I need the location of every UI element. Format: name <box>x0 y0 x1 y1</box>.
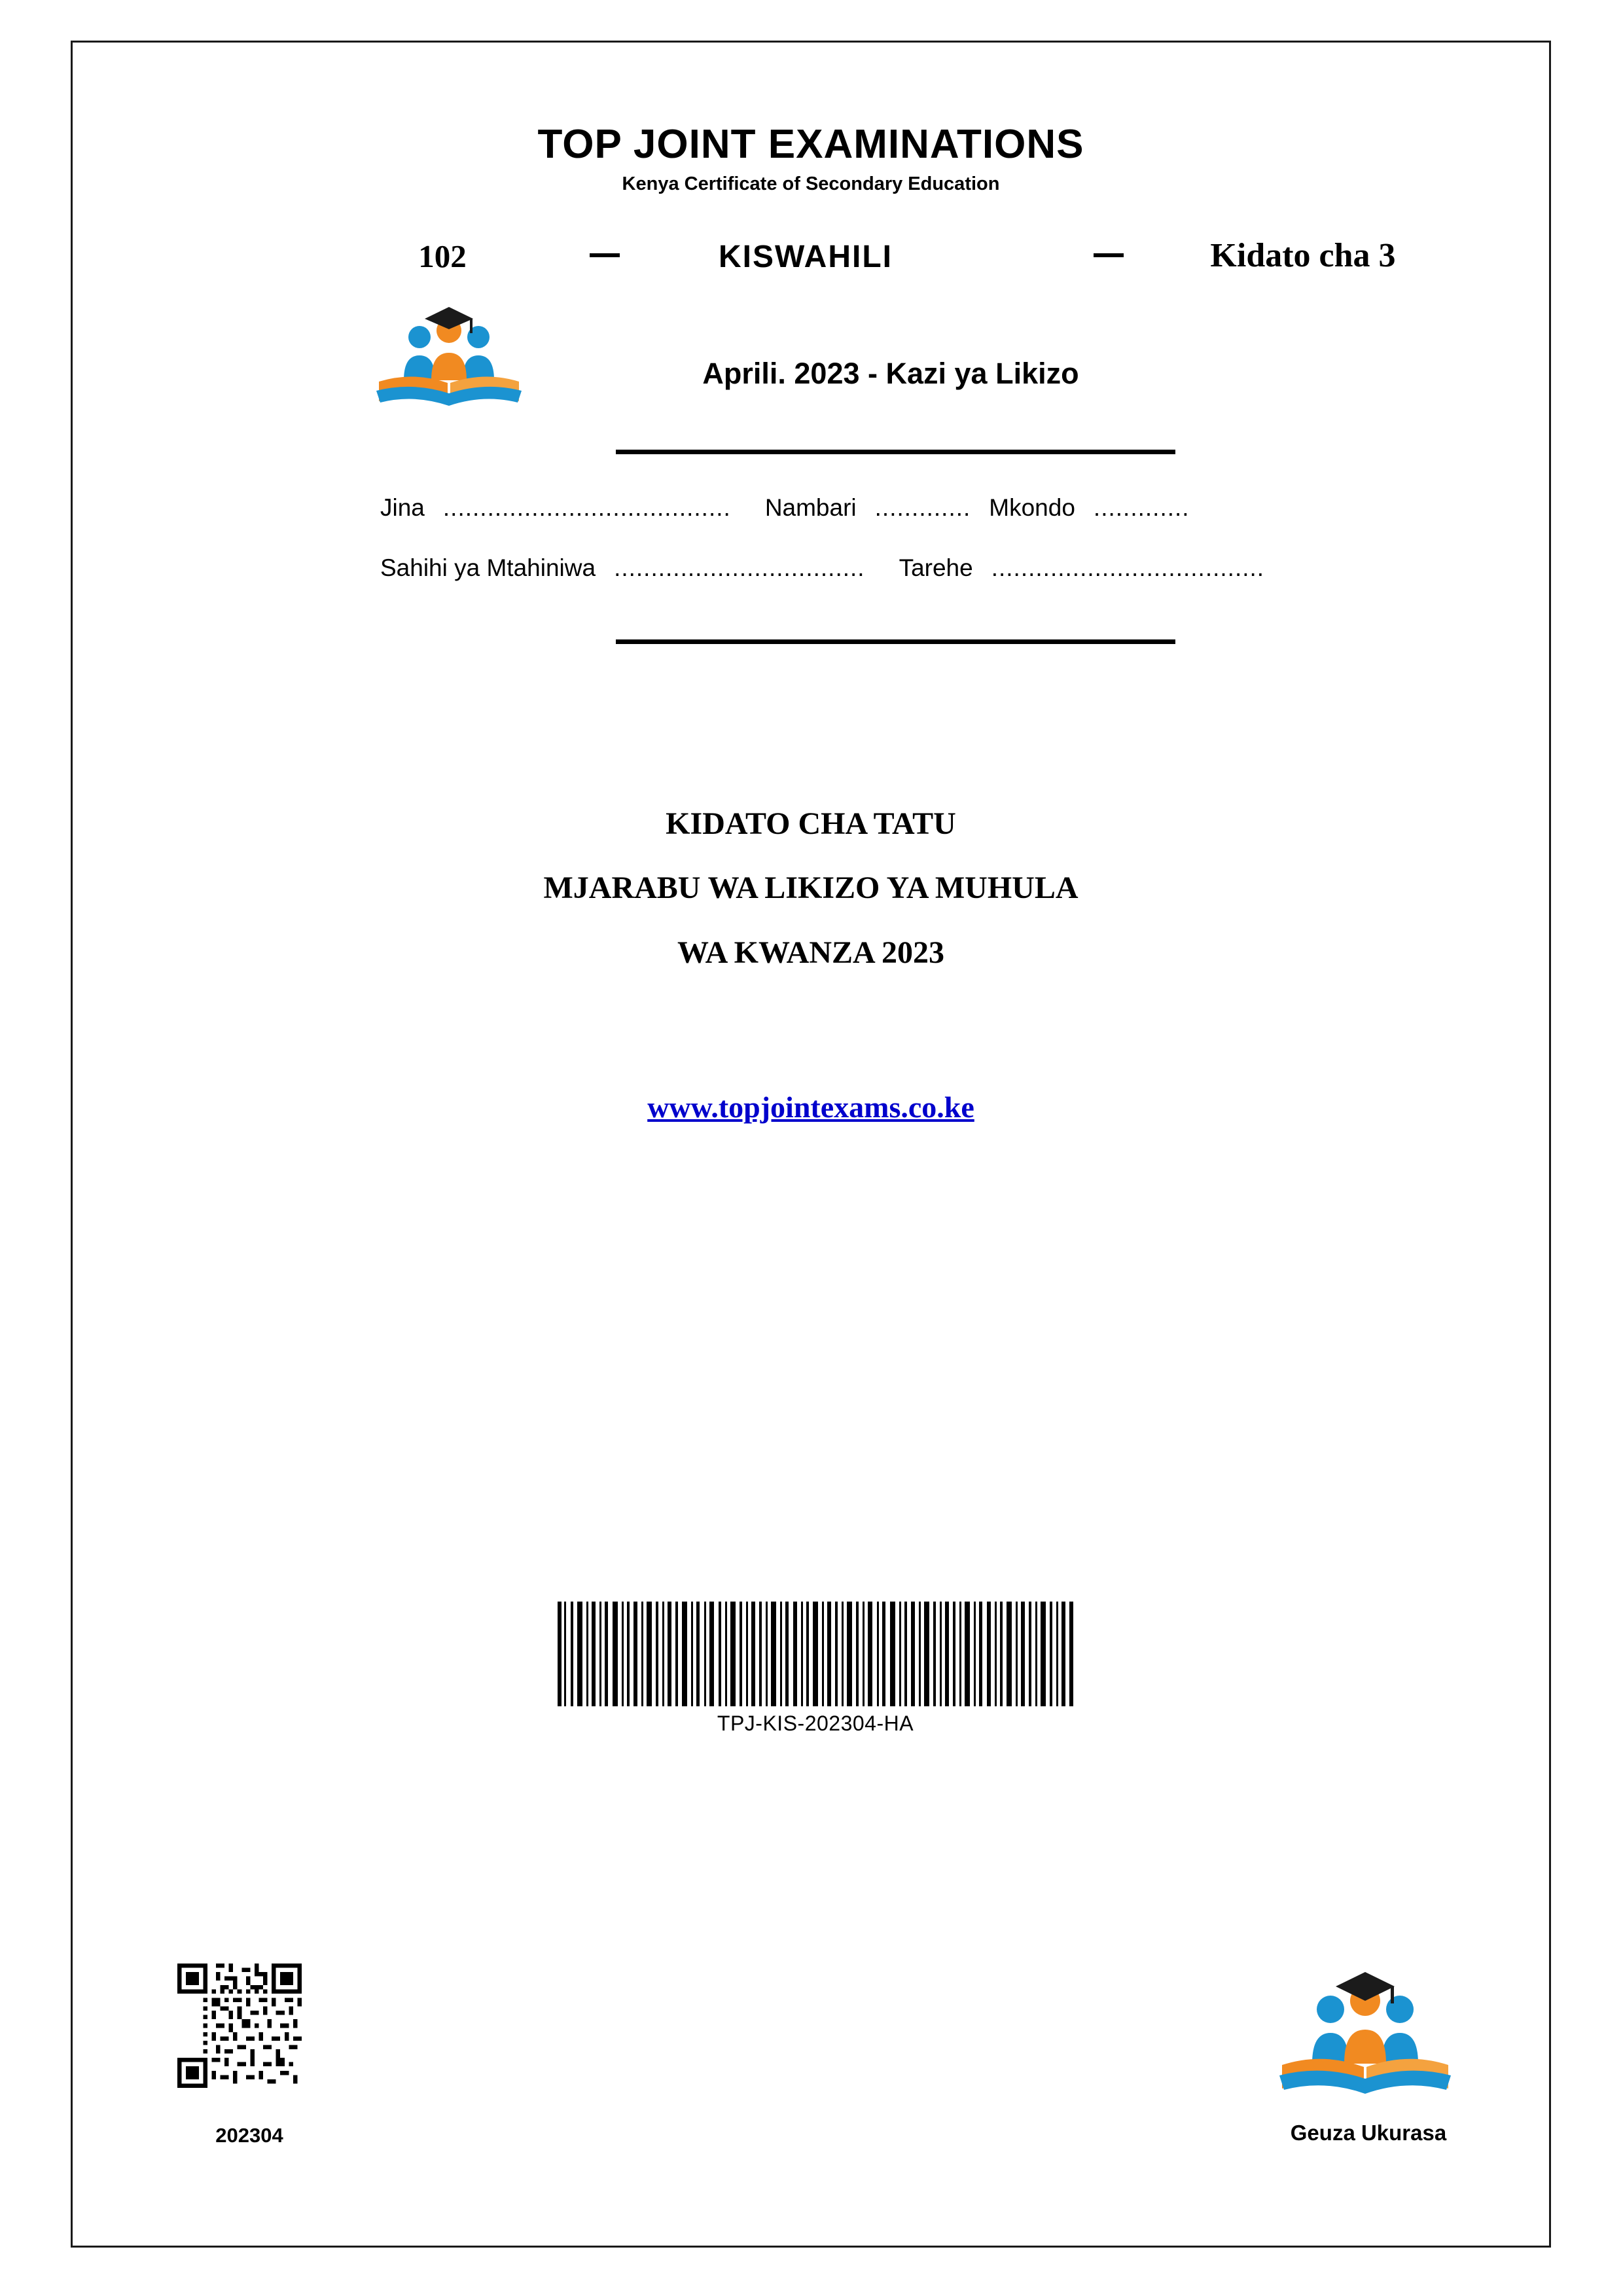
qr-code-block[interactable] <box>177 1964 315 2088</box>
qr-code-image[interactable] <box>177 1964 302 2088</box>
exam-body-logo-icon <box>374 303 524 408</box>
stream-dots[interactable]: ............. <box>1093 494 1190 521</box>
dash-separator-left <box>590 253 620 257</box>
subject-name: KISWAHILI <box>719 240 893 274</box>
barcode-value: TPJ-KIS-202304-HA <box>717 1712 914 1735</box>
exam-cover-page <box>71 41 1551 2248</box>
qr-caption: 202304 <box>215 2124 283 2147</box>
paper-code: 102 <box>418 238 467 274</box>
name-dots[interactable]: ....................................... <box>442 494 731 521</box>
candidate-signature-line <box>380 554 1493 582</box>
exam-title-line-1: KIDATO CHA TATU <box>666 806 956 841</box>
name-label: Jina <box>380 494 425 521</box>
dash-separator-right <box>1094 253 1124 257</box>
exam-title-block <box>73 792 1549 985</box>
form-level: Kidato cha 3 <box>1210 237 1396 274</box>
exam-body-logo-footer-icon <box>1277 1967 1454 2098</box>
stream-label: Mkondo <box>989 494 1075 521</box>
index-label: Nambari <box>764 494 857 521</box>
date-dots[interactable]: ..................................... <box>991 554 1265 581</box>
turn-over-label: Geuza Ukurasa <box>1290 2121 1447 2145</box>
paper-date: Aprili. 2023 - Kazi ya Likizo <box>702 357 1079 390</box>
barcode-image <box>554 1602 1077 1706</box>
exam-title-line-3: WA KWANZA 2023 <box>677 935 945 970</box>
signature-dots[interactable]: .................................. <box>614 554 865 581</box>
signature-label: Sahihi ya Mtahiniwa <box>380 554 596 581</box>
barcode-block <box>554 1602 1077 1736</box>
page-title: TOP JOINT EXAMINATIONS <box>537 122 1084 167</box>
divider-top <box>616 450 1175 454</box>
exam-title-line-2: MJARABU WA LIKIZO YA MUHULA <box>543 870 1079 906</box>
date-label: Tarehe <box>899 554 973 581</box>
certificate-subtitle: Kenya Certificate of Secondary Education <box>622 173 1000 194</box>
website-link[interactable]: www.topjointexams.co.ke <box>647 1090 974 1124</box>
candidate-name-line <box>380 494 1493 522</box>
divider-bottom <box>616 639 1175 644</box>
index-dots[interactable]: ............. <box>874 494 971 521</box>
